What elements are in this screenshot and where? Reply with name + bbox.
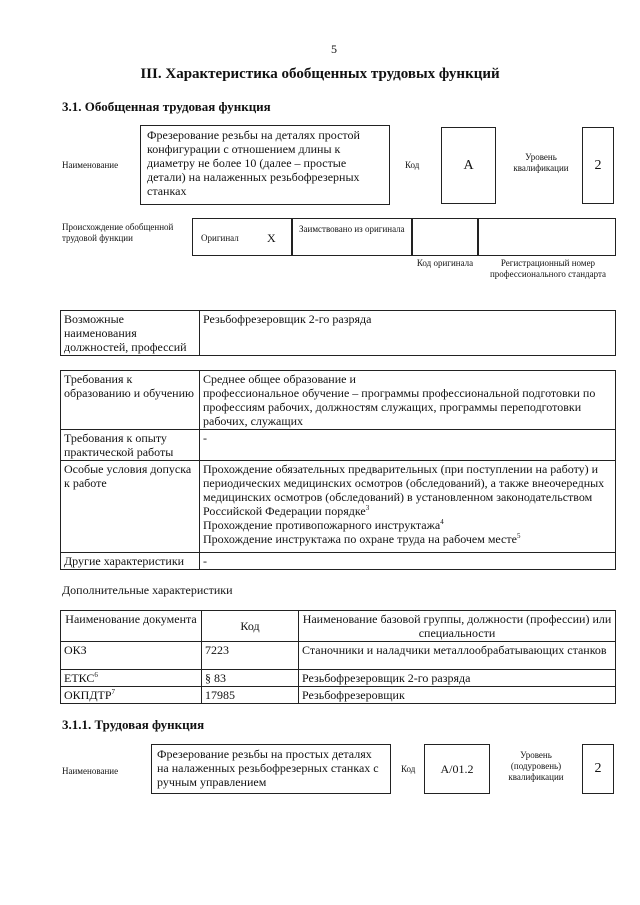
positions-value: Резьбофрезеровщик 2-го разряда — [200, 311, 616, 356]
req-education-line2: профессиональное обучение – программы профессиональной подготовки по профессиям рабочих, должностям служащих, программы переподготовки рабочих, служащих — [203, 386, 596, 428]
req-experience-label: Требования к опыту практической работы — [61, 430, 200, 461]
additional-header-code: Код — [202, 611, 299, 642]
gtf-name-label: Наименование — [62, 160, 119, 170]
tf-name-value: Фрезерование резьбы на простых деталях на налаженных резьбофрезерных станках с ручным управлением — [151, 744, 391, 794]
special-line2: Прохождение противопожарного инструктажа — [203, 518, 441, 532]
gtf-level-value: 2 — [582, 127, 614, 204]
original-label: Оригинал — [201, 233, 239, 243]
footnote-7: 7 — [111, 688, 116, 696]
borrowed-cell: Заимствовано из оригинала — [292, 218, 412, 256]
tf-name-label: Наименование — [62, 766, 119, 776]
gtf-origin-label: Происхождение обобщенной трудовой функции — [62, 222, 174, 243]
table-row-name: Станочники и наладчики металлообрабатывающих станков — [299, 642, 616, 670]
req-experience-value: - — [200, 430, 616, 461]
req-special-label: Особые условия допуска к работе — [61, 461, 200, 553]
footnote-5: 5 — [516, 532, 521, 540]
original-mark: X — [267, 231, 276, 245]
footnote-3: 3 — [365, 504, 370, 512]
additional-table — [60, 610, 616, 704]
requirements-table — [60, 370, 616, 570]
gtf-heading: 3.1. Обобщенная трудовая функция — [62, 99, 271, 114]
page-number: 5 — [331, 42, 337, 56]
footnote-6: 6 — [94, 671, 98, 679]
original-cell — [192, 218, 292, 256]
footnote-4: 4 — [440, 518, 444, 526]
section-title: III. Характеристика обобщенных трудовых функций — [140, 66, 500, 82]
tf-heading: 3.1.1. Трудовая функция — [62, 717, 205, 732]
table-row-name: Резьбофрезеровщик 2-го разряда — [299, 670, 616, 687]
gtf-name-value: Фрезерование резьбы на деталях простой конфигурации с отношением длины к диаметру не более 10 (далее – простые детали) на налаженных резьбофрезерных станках — [140, 125, 390, 205]
tf-level-value: 2 — [582, 744, 614, 794]
reg-number-cell — [478, 218, 616, 256]
table-row-name: Резьбофрезеровщик — [299, 687, 616, 704]
table-row-code: § 83 — [202, 670, 299, 687]
req-education-label: Требования к образованию и обучению — [61, 371, 200, 430]
table-row-code: 7223 — [202, 642, 299, 670]
table-row-doc: ЕТКС$^6$ — [61, 670, 202, 687]
gtf-level-label: Уровень квалификации — [513, 152, 569, 173]
tf-code-label: Код — [401, 764, 416, 774]
special-line3: Прохождение инструктажа по охране труда на рабочем месте — [203, 532, 517, 546]
req-other-label: Другие характеристики — [61, 553, 200, 570]
table-row-doc: ОКЗ — [61, 642, 202, 670]
req-education-line1: Среднее общее образование и — [203, 372, 356, 386]
req-education-value — [200, 371, 616, 430]
additional-header-doc: Наименование документа — [61, 611, 202, 642]
tf-level-label: Уровень (подуровень) квалификации — [508, 750, 564, 782]
code-original-label: Код оригинала — [416, 258, 474, 268]
additional-title: Дополнительные характеристики — [62, 583, 233, 597]
special-line1: Прохождение обязательных предварительных (при поступлении на работу) и периодических медицинских осмотров (обследований), а также внеочередных медицинских осмотров (обследований) в установленном законодательством Российской Федерации порядке — [203, 462, 605, 518]
tf-code-value: А/01.2 — [424, 744, 490, 794]
req-special-value — [200, 461, 616, 553]
table-row-doc: ОКПДТР$^7$ — [61, 687, 202, 704]
positions-table — [60, 310, 616, 356]
reg-number-label: Регистрационный номер профессионального стандарта — [489, 258, 607, 279]
table-row-code: 17985 — [202, 687, 299, 704]
gtf-code-value: А — [441, 127, 496, 204]
additional-header-name: Наименование базовой группы, должности (профессии) или специальности — [299, 611, 616, 642]
gtf-code-label: Код — [405, 160, 420, 170]
code-original-cell — [412, 218, 478, 256]
positions-label: Возможные наименования должностей, профессий — [61, 311, 200, 356]
req-other-value: - — [200, 553, 616, 570]
